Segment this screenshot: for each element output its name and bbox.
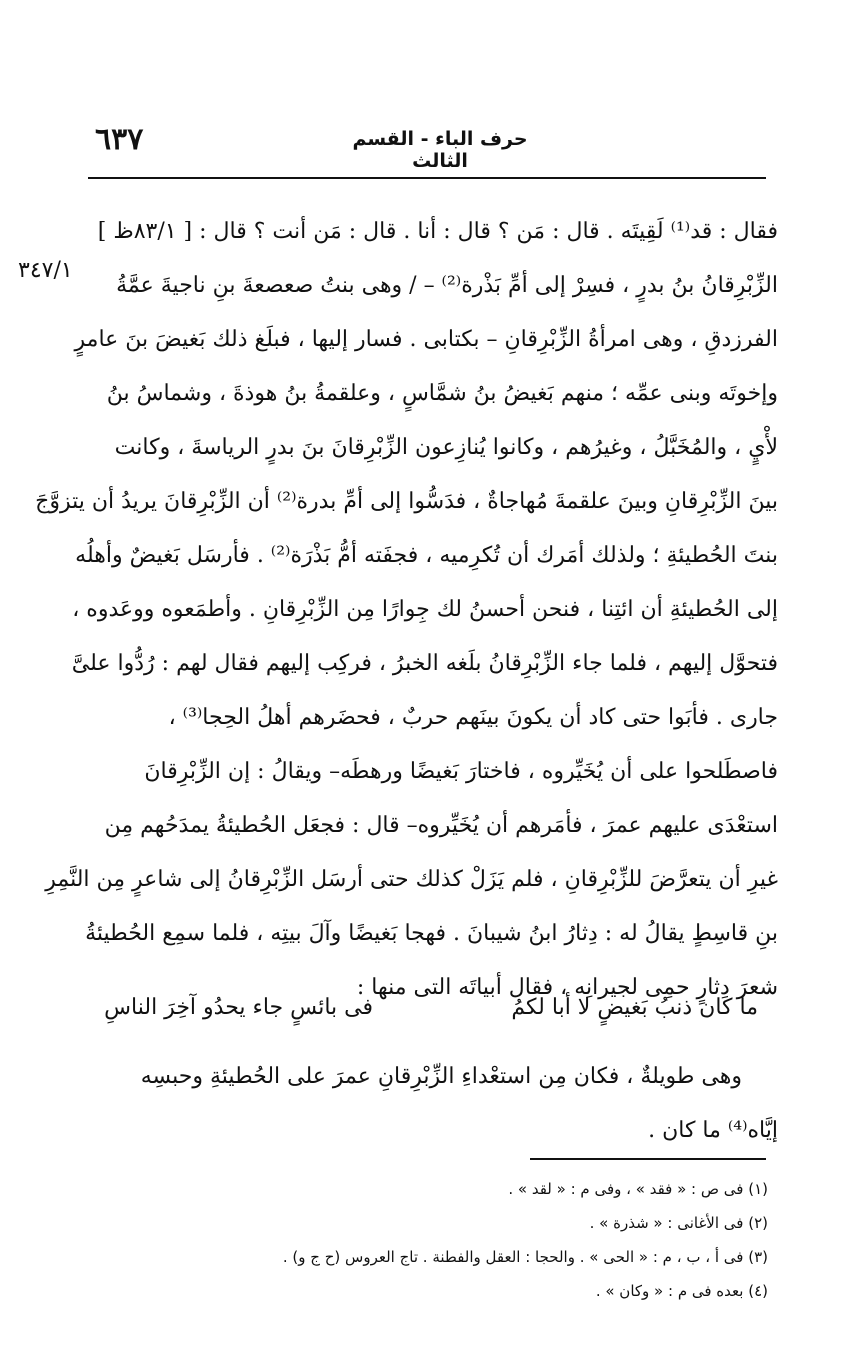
page-number: ٦٣٧ [95,122,144,157]
text-line: وهى طويلةٌ ، فكان مِن استعْداءِ الزِّبْرِقانِ عمرَ على الحُطيئةِ وحبسِه [140,1064,742,1089]
margin-reference: ٣٤٧/١ [18,258,73,283]
text-line: إلى الحُطيئةِ أن ائتِنا ، فنحن أحسنُ لك جِوارًا مِن الزِّبْرِقانِ . وأطمَعوه ووعَدوه ، [72,597,778,622]
text-line: شعرَ دِثارٍ حمِى لجيرانِه ، فقال أبياتَه التى منها : [356,975,778,1000]
text-line: الزِّبْرِقانُ بنُ بدرٍ ، فسِرْ إلى أمِّ بَذْرة⁽²⁾ – / وهى بنتُ صعصعةَ بنِ ناجيةَ عمَّةُ [116,273,778,298]
text-line: جارى . فأبَوا حتى كاد أن يكونَ بينَهم حربٌ ، فحضَرهم أهلُ الحِجا⁽³⁾ ، [168,705,778,730]
header-rule [88,177,766,179]
footnotes [160,1172,768,1308]
poem-verse [88,980,768,1036]
text-line: استعْدَى عليهم عمرَ ، فأمَرهم أن يُخَيِّروه– قال : فجعَل الحُطيئةُ يمدَحُهم مِن [104,813,778,838]
footnote: (٣) فى أ ، ب ، م : « الحى » . والحجا : العقل والفطنة . تاج العروس (ح ج و) . [282,1248,768,1266]
text-line: فتحوَّل إليهم ، فلما جاء الزِّبْرِقانُ بلَغه الخبرُ ، فركِب إليهم فقال لهم : رُدُّوا علىَّ [71,651,778,676]
footnote: (١) فى ص : « فقد » ، وفى م : « لقد » . [508,1180,768,1198]
text-line: فاصطَلحوا على أن يُخَيِّروه ، فاختارَ بَغيضًا ورهطَه– ويقالُ : إن الزِّبْرِقانَ [144,759,778,784]
post-verse-text [88,1050,778,1158]
text-line: الفرزدقِ ، وهى امرأةُ الزِّبْرِقانِ – بكتابى . فسار إليها ، فبلَغ ذلك بَغيضَ بنَ عامرٍ [74,327,778,352]
verse-first-hemistich: ما كان ذنبُ بَغيضٍ لا أبا لكمُ [511,995,758,1020]
text-line: بنِ قاسِطٍ يقالُ له : دِثارُ ابنُ شيبانَ . فهجا بَغيضًا وآلَ بيتِه ، فلما سمِع الحُطيئةُ [85,921,778,946]
footnote: (٤) بعده فى م : « وكان » . [595,1282,768,1300]
text-line: لأْيٍ ، والمُخَبَّلُ ، وغيرُهم ، وكانوا يُنازِعون الزِّبْرِقانَ بنَ بدرٍ الرياسةَ ، وكانت [114,435,778,460]
running-head: حرف الباء - القسم الثالث [352,128,528,172]
footnote-rule [530,1158,766,1160]
footnote: (٢) فى الأغانى : « شذرة » . [589,1214,768,1232]
verse-second-hemistich: فى بائسٍ جاء يحدُو آخِرَ الناسِ [104,995,373,1020]
text-line: بنتَ الحُطيئةِ ؛ ولذلك أمَرك أن تُكرِميه ، فجفَته أمُّ بَذْرَة⁽²⁾ . فأرسَل بَغيضٌ وأهلُه [75,543,778,568]
text-line: غيرِ أن يتعرَّضَ للزِّبْرِقانِ ، فلم يَزَلْ كذلك حتى أرسَل الزِّبْرِقانُ إلى شاعرٍ مِن النَّمِرِ [45,867,778,892]
text-line: وإخوتَه وبنى عمِّه ؛ منهم بَغيضُ بنُ شمَّاسٍ ، وعلقمةُ بنُ هوذةَ ، وشماسُ بنُ [106,381,778,406]
text-line: بينَ الزِّبْرِقانِ وبينَ علقمةَ مُهاجاةٌ ، فدَسُّوا إلى أمِّ بدرة⁽²⁾ أن الزِّبْرِقانَ يريدُ أن يتزوَّجَ [35,489,778,514]
text-line: إيَّاه⁽⁴⁾ ما كان . [648,1118,778,1143]
text-line: فقال : قد⁽¹⁾ لَقِيتَه . قال : مَن ؟ قال : أنا . قال : مَن أنت ؟ قال : [ ٨٣/١ظ ] [97,219,778,244]
